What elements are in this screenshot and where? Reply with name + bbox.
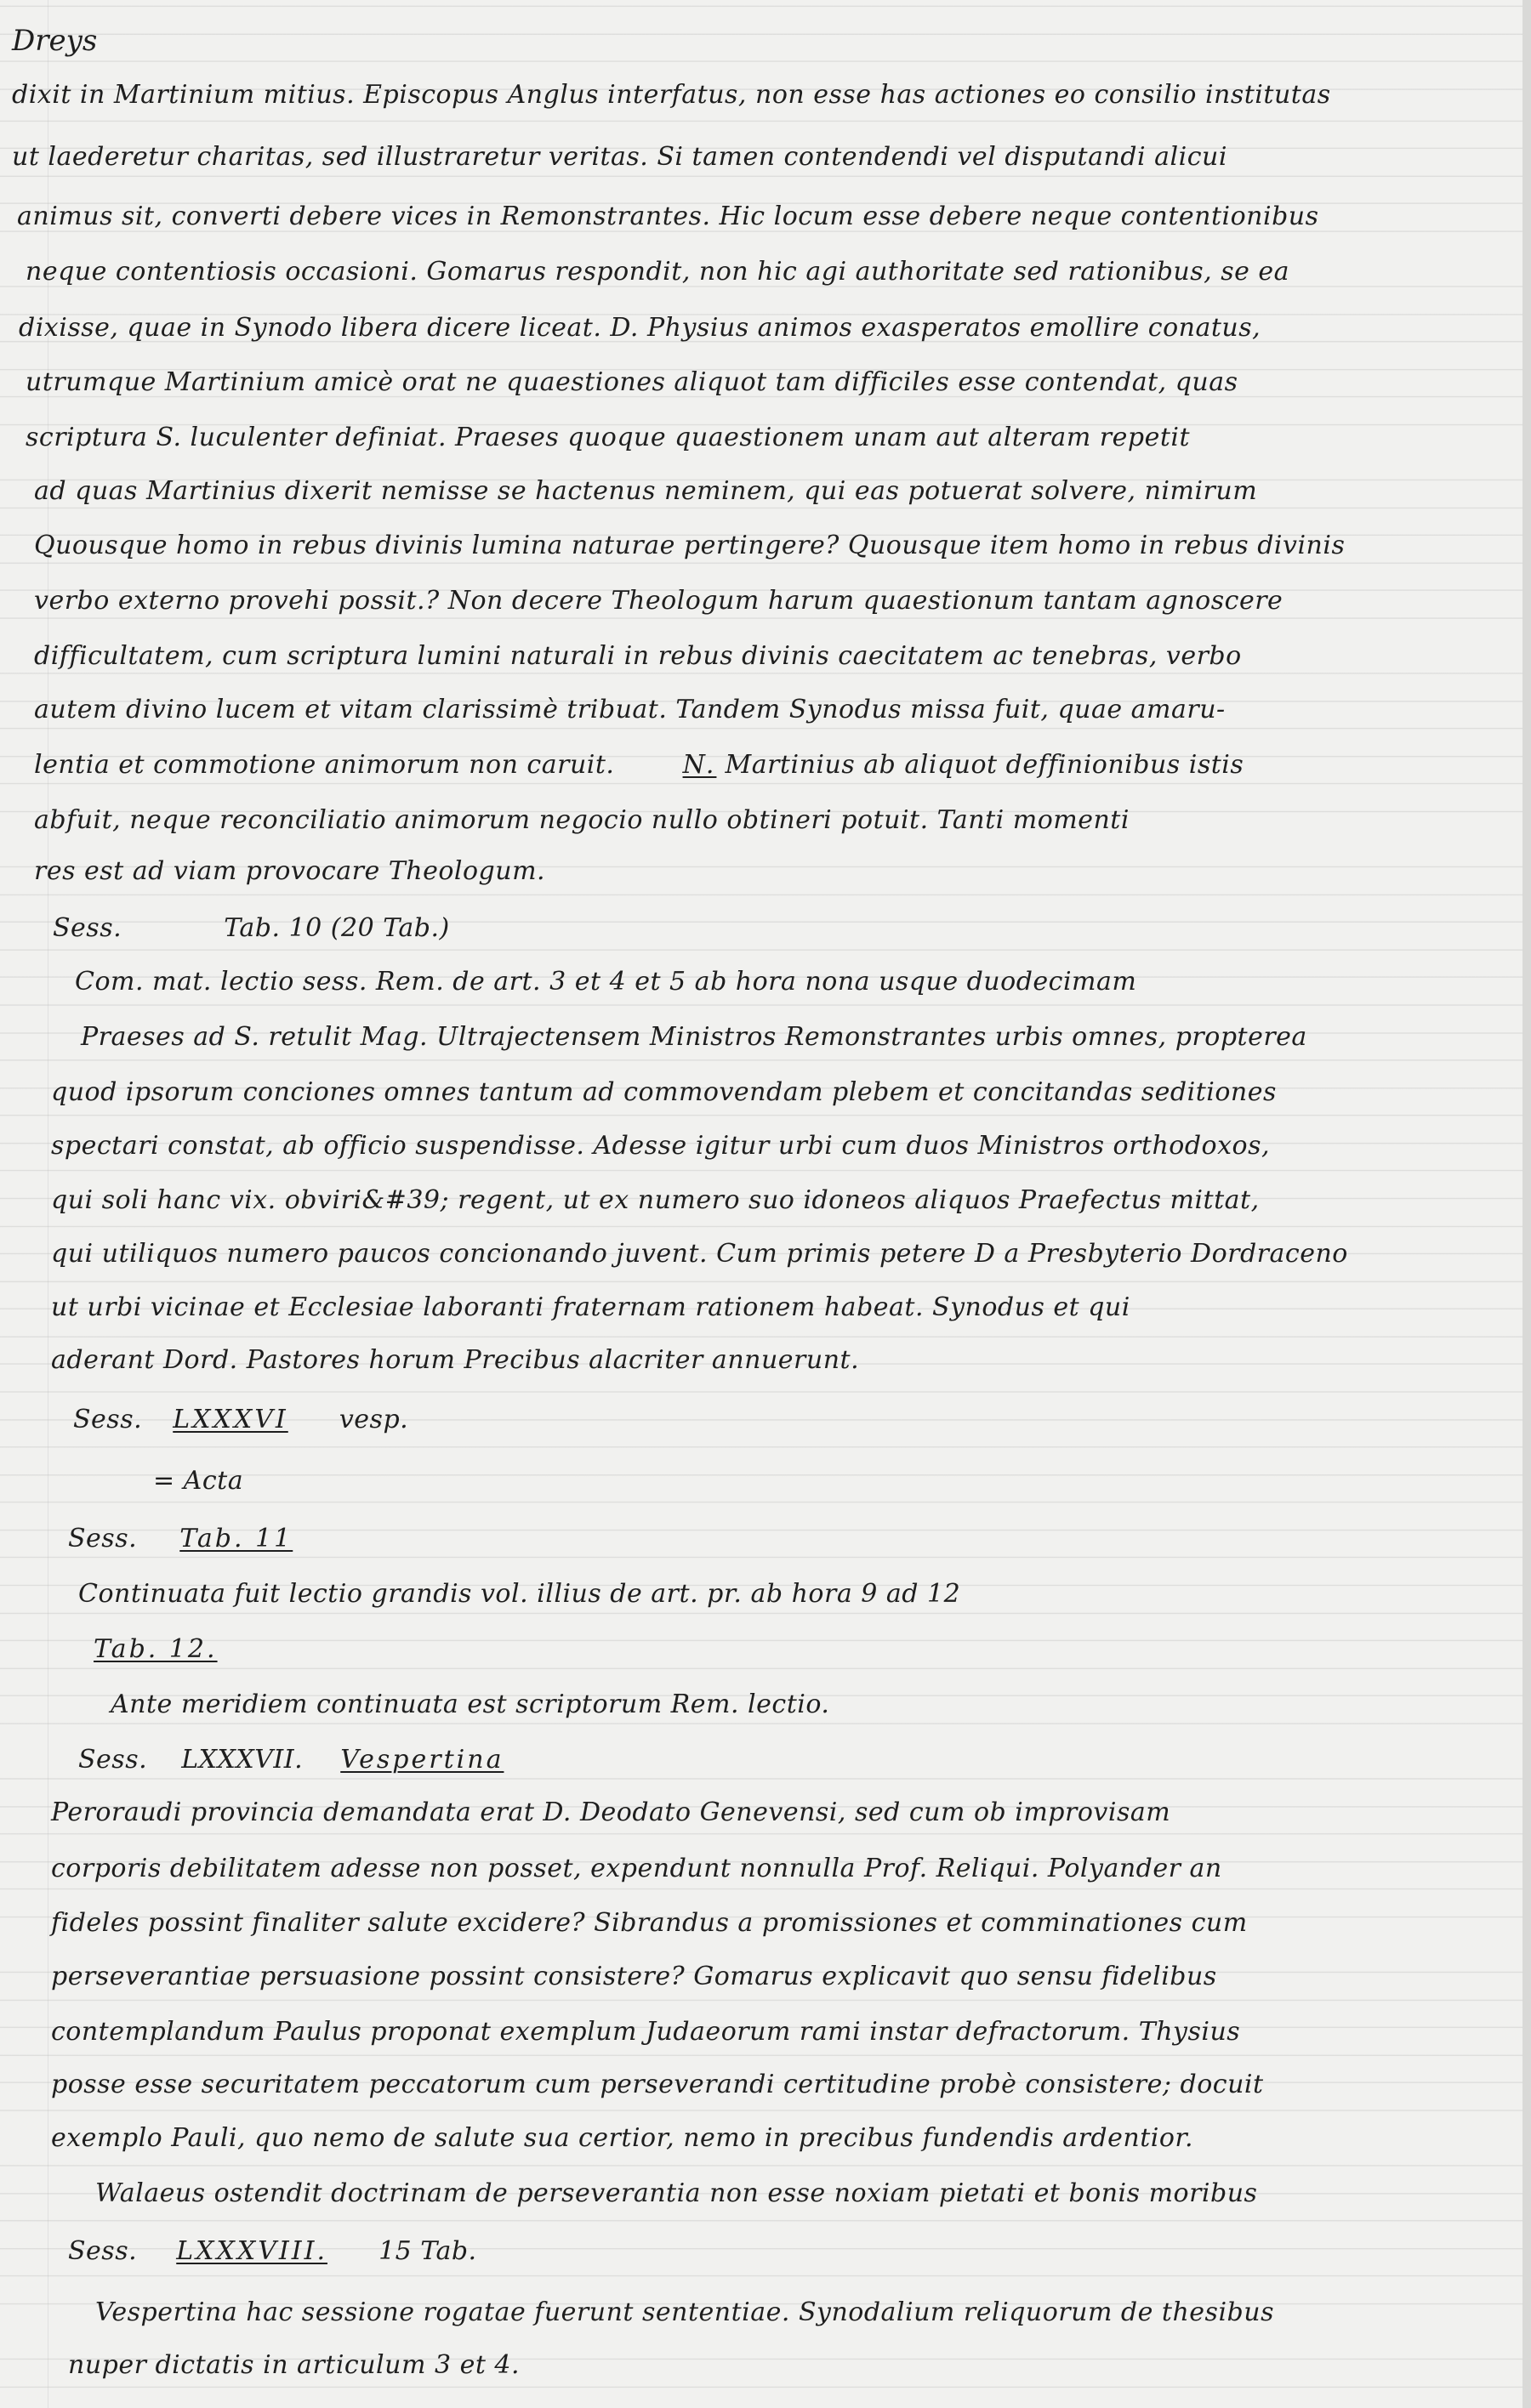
text-line-13	[34, 748, 1244, 782]
text-line-9: Quousque homo in rebus divinis lumina naturae pertingere? Quousque item homo in rebus divinis	[34, 531, 1346, 560]
session-label: Sess.	[68, 1524, 138, 1553]
text-line-33: Walaeus ostendit doctrinam de perseverantia non esse noxiam pietati et bonis moribus	[95, 2178, 1258, 2208]
text-line-35: nuper dictatis in articulum 3 et 4.	[68, 2350, 521, 2380]
text-line-34: Vespertina hac sessione rogatae fuerunt sententiae. Synodalium reliquorum de thesibus	[95, 2297, 1274, 2327]
session-number-88: LXXXVIII.	[176, 2236, 327, 2266]
session-88-suffix: 15 Tab.	[378, 2236, 477, 2266]
text-line-27: corporis debilitatem adesse non posset, expendunt nonnulla Prof. Reliqui. Polyander an	[51, 1854, 1222, 1883]
text-line-11: difficultatem, cum scriptura lumini naturali in rebus divinis caecitatem ac tenebras, verbo	[34, 641, 1242, 671]
text-line-31: posse esse securitatem peccatorum cum perseverandi certitudine probè consistere; docuit	[51, 2070, 1264, 2099]
text-line-21: qui utiliquos numero paucos concionando juvent. Cum primis petere D a Presbyterio Dordraceno	[51, 1239, 1348, 1269]
session-label: Sess.	[53, 913, 122, 943]
item-text: Martinius ab aliquot deffinionibus istis	[725, 750, 1244, 780]
text-line-17: Praeses ad S. retulit Mag. Ultrajectensem Ministros Remonstrantes urbis omnes, propterea	[81, 1022, 1307, 1052]
tab-12-ref	[94, 1633, 218, 1667]
text-line-6: utrumque Martinium amicè orat ne quaestiones aliquot tam difficiles esse contendat, quas	[26, 367, 1238, 397]
text-line-13-main: lentia et commotione animorum non caruit.	[34, 750, 615, 780]
item-mark: N.	[682, 750, 717, 780]
session-heading-tab10	[53, 912, 450, 946]
text-line-25: Ante meridiem continuata est scriptorum Rem. lectio.	[111, 1690, 830, 1719]
session-heading-87	[78, 1743, 504, 1777]
text-line-24: Continuata fuit lectio grandis vol. illius de art. pr. ab hora 9 ad 12	[78, 1579, 961, 1609]
text-line-26: Peroraudi provincia demandata erat D. Deodato Genevensi, sed cum ob improvisam	[51, 1797, 1171, 1827]
tab-12-label: Tab. 12.	[94, 1634, 218, 1664]
text-line-1: dixit in Martinium mitius. Episcopus Anglus interfatus, non esse has actiones eo consilio institutas	[12, 80, 1331, 110]
text-line-2: ut laederetur charitas, sed illustraretur veritas. Si tamen contendendi vel disputandi alicui	[12, 142, 1227, 172]
text-line-12: autem divino lucem et vitam clarissimè tribuat. Tandem Synodus missa fuit, quae amaru-	[34, 695, 1226, 724]
text-line-14: abfuit, neque reconciliatio animorum negocio nullo obtineri potuit. Tanti momenti	[34, 805, 1130, 835]
session-86-suffix: vesp.	[339, 1405, 409, 1434]
session-heading-tab11	[68, 1522, 293, 1556]
text-line-5: dixisse, quae in Synodo libera dicere liceat. D. Physius animos exasperatos emollire conatus,	[19, 313, 1261, 343]
text-line-22: ut urbi vicinae et Ecclesiae laboranti fraternam rationem habeat. Synodus et qui	[51, 1292, 1130, 1322]
session-label: Sess.	[78, 1745, 148, 1775]
session-87-suffix: Vespertina	[340, 1745, 504, 1775]
acta-note: = Acta	[153, 1466, 244, 1496]
text-line-8: ad quas Martinius dixerit nemisse se hactenus neminem, qui eas potuerat solvere, nimirum	[34, 476, 1258, 506]
text-line-10: verbo externo provehi possit.? Non decere Theologum harum quaestionum tantam agnoscere	[34, 586, 1283, 616]
tab-11-ref: Tab. 11	[179, 1524, 293, 1553]
tab-10-ref: Tab. 10 (20 Tab.)	[224, 913, 450, 943]
text-line-16: Com. mat. lectio sess. Rem. de art. 3 et 4 et 5 ab hora nona usque duodecimam	[75, 967, 1137, 997]
text-line-19: spectari constat, ab officio suspendisse. Adesse igitur urbi cum duos Ministros orthodoxos,	[51, 1131, 1271, 1161]
text-line-15: res est ad viam provocare Theologum.	[34, 856, 546, 886]
text-line-4: neque contentiosis occasioni. Gomarus respondit, non hic agi authoritate sed rationibus, se ea	[26, 257, 1290, 287]
text-line-18: quod ipsorum conciones omnes tantum ad commovendam plebem et concitandas seditiones	[51, 1077, 1277, 1107]
text-line-7: scriptura S. luculenter definiat. Praeses quoque quaestionem unam aut alteram repetit	[26, 423, 1191, 452]
text-line-30: contemplandum Paulus proponat exemplum Judaeorum rami instar defractorum. Thysius	[51, 2017, 1241, 2047]
session-heading-88	[68, 2235, 477, 2269]
text-line-32: exemplo Pauli, quo nemo de salute sua certior, nemo in precibus fundendis ardentior.	[51, 2123, 1194, 2153]
text-line-23: aderant Dord. Pastores horum Precibus alacriter annuerunt.	[51, 1345, 860, 1375]
session-heading-86	[73, 1403, 408, 1437]
text-line-29: perseverantiae persuasione possint consistere? Gomarus explicavit quo sensu fidelibus	[51, 1962, 1217, 1991]
text-line-3: animus sit, converti debere vices in Remonstrantes. Hic locum esse debere neque contentionibus	[17, 202, 1319, 231]
text-line-20: qui soli hanc vix. obviri&#39; regent, ut ex numero suo idoneos aliquos Praefectus mittat,	[51, 1185, 1260, 1215]
header-mark: Dreys	[12, 24, 98, 58]
session-number-87: LXXXVII.	[181, 1745, 304, 1775]
session-label: Sess.	[68, 2236, 138, 2266]
session-number-86: LXXXVI	[173, 1405, 288, 1434]
session-label: Sess.	[73, 1405, 143, 1434]
text-line-28: fideles possint finaliter salute excidere? Sibrandus a promissiones et comminationes cum	[51, 1908, 1248, 1938]
